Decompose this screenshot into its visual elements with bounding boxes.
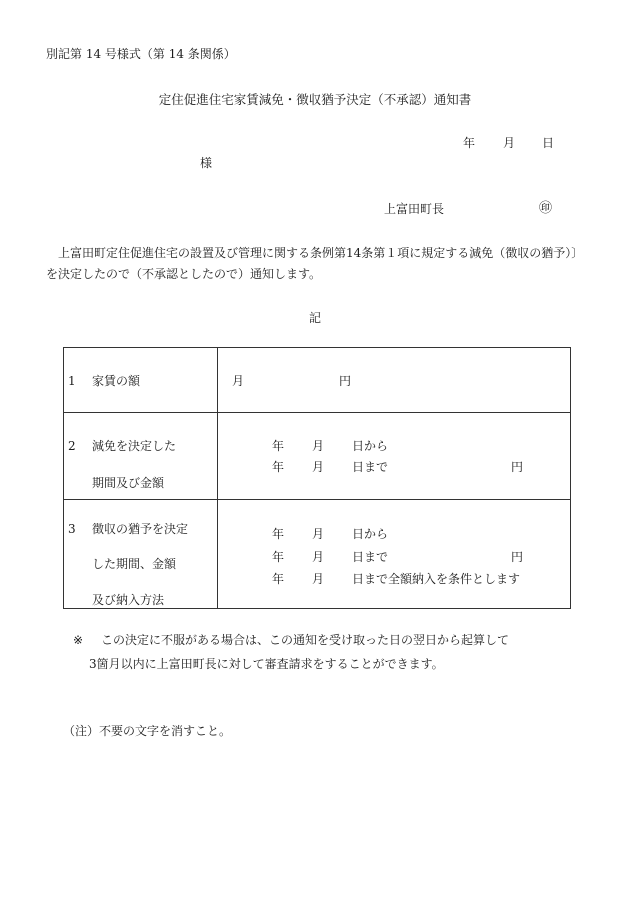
row2-until-year: 年: [272, 460, 285, 474]
row1-label: 家賃の額: [92, 374, 141, 388]
row3-until-month: 月: [312, 550, 325, 564]
row2-label-line2: 期間及び金額: [92, 476, 165, 490]
row2-until-day: 日まで: [352, 460, 389, 474]
document-title: 定住促進住宅家賃減免・徴収猶予決定（不承認）通知書: [158, 92, 472, 107]
row3-label-line2: した期間、金額: [92, 557, 177, 571]
table-row-reduction: [64, 413, 571, 500]
row3-payment-condition: 日まで全額納入を条件とします: [352, 572, 521, 586]
table-row-deferral: [64, 500, 571, 609]
row1-month: 月: [232, 374, 245, 388]
row3-until-day: 日まで: [352, 550, 389, 564]
note-line-2: 3箇月以内に上富田町長に対して審査請求をすることができます。: [89, 657, 444, 671]
row3-from-month: 月: [312, 527, 325, 541]
issuer-name: 上富田町長: [384, 202, 445, 216]
footnote: （注）不要の文字を消すこと。: [63, 724, 232, 738]
date-day-label: 日: [542, 136, 555, 150]
row1-yen: 円: [339, 374, 352, 388]
note-asterisk-mark: ※: [73, 633, 84, 647]
row3-from-day: 日から: [352, 527, 389, 541]
form-number-label: 別記第 14 号様式（第 14 条関係）: [46, 47, 236, 61]
ki-heading: 記: [308, 311, 321, 325]
row3-label-line3: 及び納入方法: [92, 593, 165, 607]
row1-number: 1: [68, 374, 76, 388]
table-row-rent: [64, 348, 571, 413]
row3-number: 3: [68, 522, 76, 536]
body-paragraph: 上富田町定住促進住宅の設置及び管理に関する条例第14条第１項に規定する減免（徴収の猶予）〕を決定したので（不承認としたので）通知します。: [46, 246, 584, 281]
row2-from-month: 月: [312, 439, 325, 453]
row2-from-day: 日から: [352, 439, 389, 453]
row3-from-year: 年: [272, 527, 285, 541]
row2-until-month: 月: [312, 460, 325, 474]
row3-payment-month: 月: [312, 572, 325, 586]
note-line-1: この決定に不服がある場合は、この通知を受け取った日の翌日から起算して: [101, 633, 510, 647]
row3-until-year: 年: [272, 550, 285, 564]
row3-payment-year: 年: [272, 572, 285, 586]
row2-number: 2: [68, 439, 76, 453]
seal-mark: ㊞: [539, 201, 553, 216]
row2-label-line1: 減免を決定した: [92, 439, 177, 453]
addressee-suffix: 様: [200, 156, 213, 170]
row3-yen: 円: [511, 550, 524, 564]
date-month-label: 月: [503, 136, 516, 150]
detail-table: [63, 347, 571, 609]
row2-from-year: 年: [272, 439, 285, 453]
row3-label-line1: 徴収の猶予を決定: [92, 522, 189, 536]
date-year-label: 年: [463, 136, 476, 150]
row2-yen: 円: [511, 460, 524, 474]
